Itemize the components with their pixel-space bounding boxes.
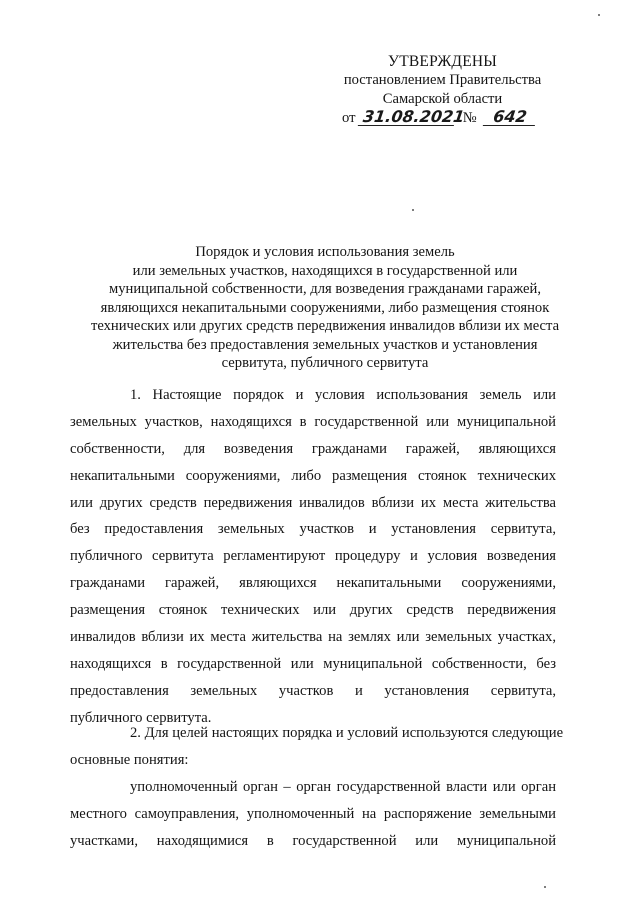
approval-title: УТВЕРЖДЕНЫ (388, 53, 497, 70)
text-line: публичного сервитута. (70, 709, 212, 726)
approval-line-2: Самарской области (382, 91, 503, 107)
approval-date-line (330, 109, 555, 128)
scan-speck (544, 886, 546, 888)
document-title (60, 243, 590, 373)
text-line: участками, находящимися в государственной или муниципальной (70, 832, 556, 849)
approval-stamp-block (330, 52, 555, 128)
paragraph-1 (70, 382, 556, 732)
text-line: 1. Настоящие порядок и условия использования земель или (130, 387, 556, 403)
title-line: или земельных участков, находящихся в государственной или (132, 262, 518, 279)
from-label: от (342, 110, 356, 126)
text-line: или других средств передвижения инвалидов вблизи их места жительства (70, 494, 556, 511)
paragraph-2 (70, 720, 564, 774)
title-line: сервитута, публичного сервитута (221, 355, 429, 371)
text-line: гражданами гаражей, являющихся некапитальными сооружениями, (70, 575, 556, 592)
text-line: собственности, для возведения гражданами гаражей, являющихся (70, 440, 556, 457)
text-line: находящихся в государственной или муниципальной собственности, без (70, 655, 556, 672)
handwritten-number: 642 (483, 109, 537, 126)
text-line: предоставления земельных участков и установления сервитута, (70, 682, 556, 699)
paragraph-3 (70, 774, 556, 855)
text-line: инвалидов вблизи их места жительства на землях или земельных участках, (70, 629, 556, 646)
text-line: земельных участков, находящихся в государственной или муниципальной (70, 413, 556, 430)
text-line: без предоставления земельных участков и установления сервитута, (70, 521, 556, 538)
handwritten-date: 31.08.2021 (358, 109, 456, 126)
title-line: муниципальной собственности, для возведения гражданами гаражей, (109, 281, 541, 297)
title-line: Порядок и условия использования земель (195, 244, 455, 260)
title-line: являющихся некапитальными сооружениями, либо размещения стоянок (100, 299, 550, 316)
text-line: уполномоченный орган – орган государственной власти или орган (130, 779, 556, 795)
text-line: публичного сервитута регламентируют процедуру и условия возведения (70, 548, 556, 565)
scan-speck (598, 14, 600, 16)
text-line: некапитальными сооружениями, либо размещения стоянок технических (70, 467, 556, 484)
text-line: размещения стоянок технических или других средств передвижения (70, 602, 556, 619)
text-line: основные понятия: (70, 751, 189, 768)
text-line: местного самоуправления, уполномоченный на распоряжение земельными (70, 805, 556, 822)
text-line: 2. Для целей настоящих порядка и условий используются следующие (130, 725, 564, 741)
number-sign: № (462, 110, 477, 126)
title-line: технических или других средств передвижения инвалидов вблизи их места (90, 318, 560, 334)
scan-speck (412, 209, 414, 211)
approval-line-1: постановлением Правительства (343, 72, 542, 88)
title-line: жительства без предоставления земельных участков и установления (112, 336, 538, 353)
